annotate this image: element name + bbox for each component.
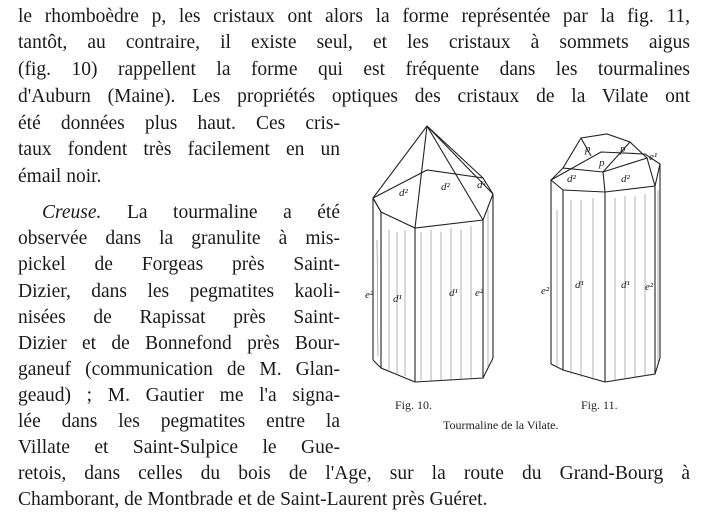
fig10-label-e2-left: e² [365,289,374,301]
fig10-label-d1-right: d¹ [449,287,458,299]
text-line-4: d'Auburn (Maine). Les propriétés optiques des cristaux de la Vilate ont [18,86,690,107]
fig11-label-e2-left: e² [541,285,550,297]
fig-10-drawing [373,126,493,382]
fig10-label-d2-right: d² [477,179,486,191]
fig-11-drawing [551,134,660,382]
text-line-14: ganeuf (communication de M. Glan- [18,359,340,380]
text-line-5: été données plus haut. Ces cris- [18,113,340,134]
text-line-6: taux fondent très facilement en un [18,139,340,160]
text-line-10: pickel de Forgeas près Saint- [18,254,340,275]
text-line-18: retois, dans celles du bois de l'Age, sur la route du Grand-Bourg à [18,463,690,484]
creuse-heading: Creuse. [42,202,102,223]
fig-11-label: Fig. 11. [581,398,618,412]
text-line-12: nisées de Rapissat près Saint- [18,307,340,328]
text-line-15: geaud) ; M. Gautier me l'a signa- [18,385,340,406]
fig10-label-d1-left: d¹ [393,293,402,305]
fig11-label-d2-right: d² [621,173,630,185]
crystal-drawings [355,120,705,390]
fig-10-label: Fig. 10. [395,398,433,412]
text-line-17: Villate et Saint-Sulpice le Gue- [18,437,340,458]
fig11-label-p-top-left: p [585,143,591,155]
text-line-3: (fig. 10) rappellent la forme qui est fréquente dans les tourmalines [18,59,690,80]
text-line-16: lée dans les pegmatites entre la [18,411,340,432]
text-line-8 [42,200,340,226]
fig10-label-d2-left: d² [399,187,408,199]
fig11-label-e2-right: e² [645,281,654,293]
fig11-label-p-top-right: p [620,143,626,155]
text-line-1: le rhomboèdre p, les cristaux ont alors la forme représentée par la fig. 11, [18,6,690,27]
text-line-2: tantôt, au contraire, il existe seul, et les cristaux à sommets aigus [18,32,690,53]
fig11-label-e1: e¹ [649,151,658,163]
fig10-label-e2-right: e² [475,287,484,299]
text-line-9: observée dans la granulite à mis- [18,228,340,249]
fig11-label-d1-right: d¹ [621,279,630,291]
fig11-label-d1-left: d¹ [575,279,584,291]
text-line-11: Dizier, dans les pegmatites kaoli- [18,281,340,302]
figure-caption: Tourmaline de la Vilate. [443,418,559,432]
text-line-19: Chamborant, de Montbrade et de Saint-Laurent près Guéret. [18,489,488,510]
fig10-label-d2-mid: d² [441,181,450,193]
text-line-8-rest: La tourmaline a été [101,202,340,223]
text-line-13: Dizier et de Bonnefond près Bour- [18,333,340,354]
fig11-label-p-center: p [599,157,605,169]
crystal-figures [355,120,705,440]
fig11-label-d2-left: d² [567,173,576,185]
text-line-7: émail noir. [18,166,102,187]
